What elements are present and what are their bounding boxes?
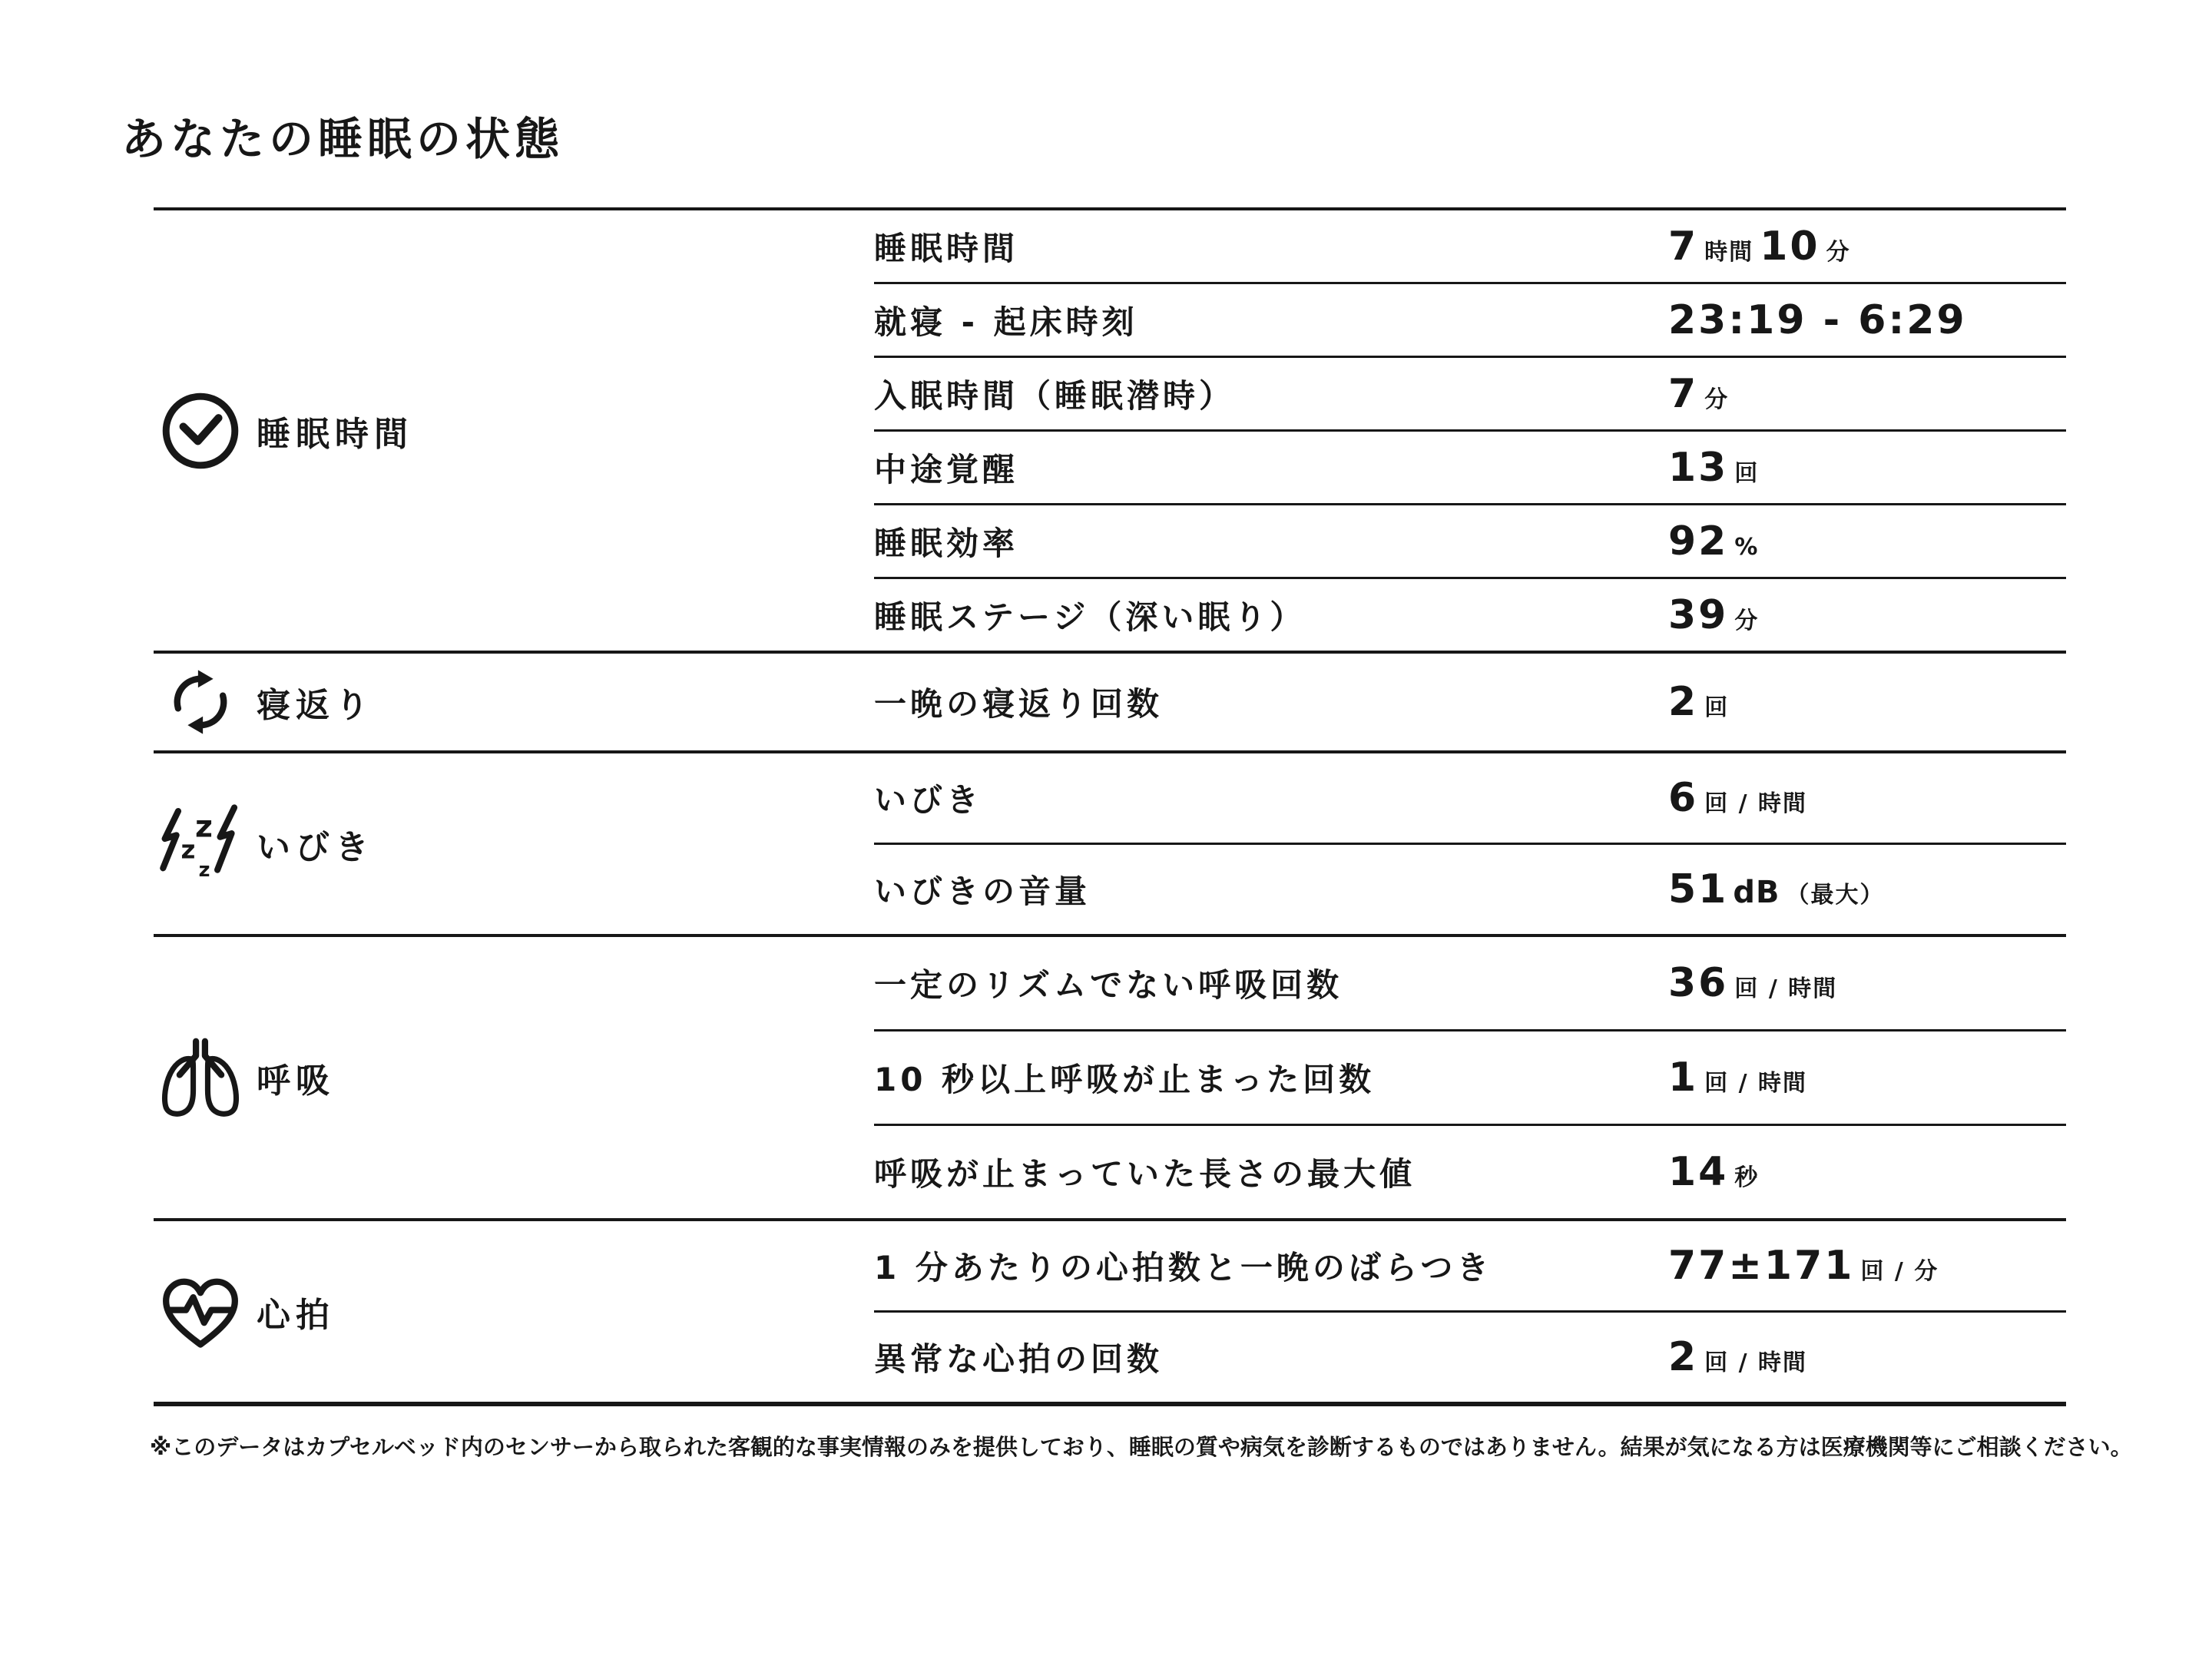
metric-label: 10 秒以上呼吸が止まった回数 [874,1061,1376,1098]
section-label: いびき [257,827,374,867]
metric-value [1668,445,1759,491]
section-rows [874,1221,2066,1402]
value-segment: 回 [1734,459,1760,487]
table-row [874,356,2066,429]
table-row [874,503,2066,577]
table-row [874,577,2066,651]
value-segment: 2 [1668,1334,1699,1380]
value-segment: 回 / 時間 [1704,1349,1808,1376]
metric-value [1668,960,1837,1006]
lungs-icon [155,1032,246,1123]
metric-value [1668,866,1885,912]
metric-value [1668,679,1729,725]
value-segment: 36 [1668,960,1729,1006]
metric-label: いびき [874,781,983,819]
value-segment: 分 [1826,238,1851,266]
section-header-heart-rate [154,1221,874,1402]
value-segment: 回 / 分 [1860,1258,1939,1285]
value-segment: 10 [1760,223,1820,270]
value-segment: 77±171 [1668,1243,1855,1289]
table-row [874,1029,2066,1124]
metric-label: 睡眠時間 [874,229,1019,267]
value-segment: 分 [1734,607,1760,634]
table-row [874,753,2066,843]
value-segment: 14 [1668,1149,1729,1195]
value-segment: dB [1733,875,1780,910]
metric-value [1668,1334,1807,1380]
section-rows [874,654,2066,750]
metric-label: 睡眠ステージ（深い眠り） [874,598,1306,636]
table-row [874,937,2066,1029]
disclaimer-footnote: ※このデータはカプセルベッド内のセンサーから取られた客観的な事実情報のみを提供しており、睡眠の質や病気を診断するものではありません。結果が気になる方は医療機関等にご相談ください。 [150,1434,2133,1460]
table-row [874,1221,2066,1310]
value-segment: 23:19 - 6:29 [1668,296,1967,343]
metric-value [1668,371,1729,417]
metric-label: 1 分あたりの心拍数と一晩のばらつき [874,1249,1493,1286]
metric-label: 入眠時間（睡眠潜時） [874,376,1236,415]
value-segment: 回 / 時間 [1704,790,1808,817]
section-label: 心拍 [257,1295,335,1335]
metric-label: 異常な心拍の回数 [874,1340,1164,1378]
section-turn-over [154,651,2066,750]
metric-value [1668,297,1967,343]
sleep-metrics-table [154,207,2066,1406]
metric-value [1668,1055,1807,1101]
heart-pulse-icon [155,1267,246,1357]
metric-label: 就寝 - 起床時刻 [874,303,1138,341]
section-rows [874,753,2066,934]
value-segment: 7 [1668,223,1699,270]
value-segment: 7 [1668,370,1699,417]
value-segment: （最大） [1786,882,1885,909]
table-row [874,654,2066,750]
value-segment: 51 [1668,866,1729,912]
metric-label: 呼吸が止まっていた長さの最大値 [874,1155,1416,1193]
section-header-breathing [154,937,874,1218]
table-row [874,843,2066,934]
value-segment: 6 [1668,775,1699,821]
value-segment: 回 / 時間 [1734,975,1838,1002]
svg-text:z: z [198,858,210,882]
section-header-turn-over [154,654,874,750]
section-rows [874,937,2066,1218]
metric-label: 中途覚醒 [874,450,1019,488]
table-row [874,429,2066,503]
section-label: 呼吸 [257,1061,335,1101]
section-label: 睡眠時間 [257,414,413,454]
table-row [874,1310,2066,1402]
clock-check-icon [155,386,246,476]
value-segment: 92 [1668,518,1729,565]
section-rows [874,210,2066,651]
value-segment: 2 [1668,679,1699,725]
section-sleep-time [154,210,2066,651]
metric-value [1668,1243,1939,1289]
value-segment: 秒 [1734,1164,1760,1191]
value-segment: % [1734,533,1760,561]
metric-label: いびきの音量 [874,873,1091,910]
value-segment: 回 / 時間 [1704,1070,1808,1097]
section-header-sleep-time [154,210,874,651]
section-snoring [154,750,2066,934]
section-label: 寝返り [257,686,374,725]
section-header-snoring [154,753,874,934]
value-segment: 時間 [1704,238,1754,266]
svg-text:z: z [195,809,213,845]
section-breathing [154,934,2066,1218]
metric-value [1668,775,1807,821]
value-segment: 1 [1668,1055,1699,1101]
metric-label: 一晩の寝返り回数 [874,685,1164,723]
value-segment: 分 [1704,386,1730,413]
table-row [874,210,2066,282]
metric-value [1668,592,1759,638]
metric-value [1668,518,1759,565]
section-heart-rate [154,1218,2066,1402]
svg-text:z: z [180,835,196,865]
metric-label: 睡眠効率 [874,524,1019,562]
value-segment: 13 [1668,444,1729,491]
table-row [874,282,2066,356]
rotate-icon [155,657,246,747]
value-segment: 回 [1704,694,1730,721]
metric-label: 一定のリズムでない呼吸回数 [874,966,1343,1004]
snore-icon [155,799,246,889]
metric-value [1668,224,1851,270]
table-row [874,1124,2066,1218]
metric-value [1668,1149,1759,1195]
page-title: あなたの睡眠の状態 [121,113,565,165]
value-segment: 39 [1668,591,1729,638]
